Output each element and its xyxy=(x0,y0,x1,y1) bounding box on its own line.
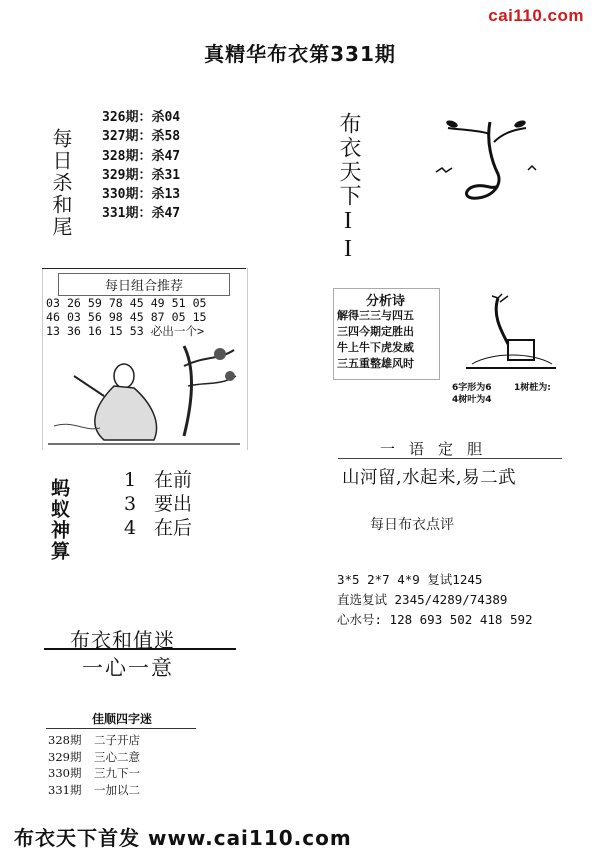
ant-num: 3 xyxy=(124,493,137,515)
riddle-row xyxy=(48,782,140,799)
combo-row: 46 03 56 98 45 87 05 15 xyxy=(46,310,207,324)
kill-tail-list xyxy=(102,108,180,224)
kill-tail-row: 327期：杀58 xyxy=(102,129,181,145)
kill-tail-row: 330期：杀13 xyxy=(102,187,181,203)
buyi-label-text: 布衣天下 xyxy=(336,112,361,208)
kill-tail-row: 329期：杀31 xyxy=(102,167,181,183)
riddle-row xyxy=(48,749,140,766)
ant-row xyxy=(124,492,192,516)
divider xyxy=(46,728,196,729)
riddle-text: 三九下一 xyxy=(94,766,140,780)
riddle-row xyxy=(48,765,140,782)
ant-num: 4 xyxy=(124,517,137,539)
divider xyxy=(338,458,562,459)
ant-row xyxy=(124,516,192,540)
divider xyxy=(44,648,236,650)
ant-text: 要出 xyxy=(154,493,193,515)
poem-line: 三五重整雄风时 xyxy=(337,357,414,370)
riddle-text: 一加以二 xyxy=(94,782,140,797)
poem-note: 4树叶为4 xyxy=(452,395,492,405)
picks-line: 3*5 2*7 4*9 复试1245 xyxy=(337,572,483,587)
poem-lines xyxy=(337,308,414,372)
kill-tail-row: 331期：杀47 xyxy=(102,206,181,222)
ant-row xyxy=(124,468,192,492)
ant-text: 在后 xyxy=(154,517,193,539)
poem-line: 牛上牛下虎发威 xyxy=(337,341,414,354)
ant-num: 1 xyxy=(124,469,137,491)
sure-bet-title: 一语定胆 xyxy=(380,440,497,458)
footer-source: 布衣天下首发 www.cai110.com xyxy=(14,826,352,850)
sum-riddle-answer: 一心一意 xyxy=(82,656,174,680)
poem-note: 6字形为6 xyxy=(452,383,492,393)
riddle-text: 二子开店 xyxy=(94,733,140,747)
poem-line: 三四今期定胜出 xyxy=(337,325,414,338)
branch-illustration xyxy=(428,112,540,212)
riddle-period: 329期 xyxy=(48,749,82,764)
sum-riddle-title: 布衣和值迷 xyxy=(70,628,175,652)
site-watermark: cai110.com xyxy=(488,6,584,25)
picks-block xyxy=(337,570,533,630)
sure-bet-text: 山河留,水起来,易二武 xyxy=(342,468,517,488)
ant-list xyxy=(124,468,192,540)
kill-tail-label: 每日杀和尾 xyxy=(49,128,73,238)
riddle-period: 331期 xyxy=(48,782,82,797)
four-word-riddle-title: 佳顺四字迷 xyxy=(92,712,153,726)
four-word-riddle-list xyxy=(48,732,140,798)
combo-title: 每日组合推荐 xyxy=(58,273,230,296)
combo-box xyxy=(42,268,246,338)
ant-label: 蚂蚁神算 xyxy=(48,478,70,562)
kill-tail-row: 326期：杀04 xyxy=(102,110,181,125)
riddle-text: 三心二意 xyxy=(94,749,140,764)
buyi-label xyxy=(336,112,360,264)
buyi-numeral: II xyxy=(335,208,361,264)
page-title: 真精华布衣第331期 xyxy=(204,42,396,66)
poem-note: 1树桩为: xyxy=(514,383,551,393)
daily-comment-title: 每日布衣点评 xyxy=(370,517,454,533)
picks-line: 心水号: 128 693 502 418 592 xyxy=(337,612,533,627)
picks-line: 直选复试 2345/4289/74389 xyxy=(337,592,508,607)
combo-row: 13 36 16 15 53 必出一个> xyxy=(46,324,205,338)
kill-tail-row: 328期：杀47 xyxy=(102,148,181,164)
stump-illustration xyxy=(462,292,560,376)
ant-text: 在前 xyxy=(154,469,193,491)
sage-illustration xyxy=(44,336,244,448)
riddle-period: 328期 xyxy=(48,733,82,747)
riddle-row xyxy=(48,732,140,749)
poem-line: 解得三三与四五 xyxy=(337,309,414,322)
riddle-period: 330期 xyxy=(48,766,82,780)
combo-row: 03 26 59 78 45 49 51 05 xyxy=(46,296,207,310)
poem-title: 分析诗 xyxy=(365,294,405,309)
